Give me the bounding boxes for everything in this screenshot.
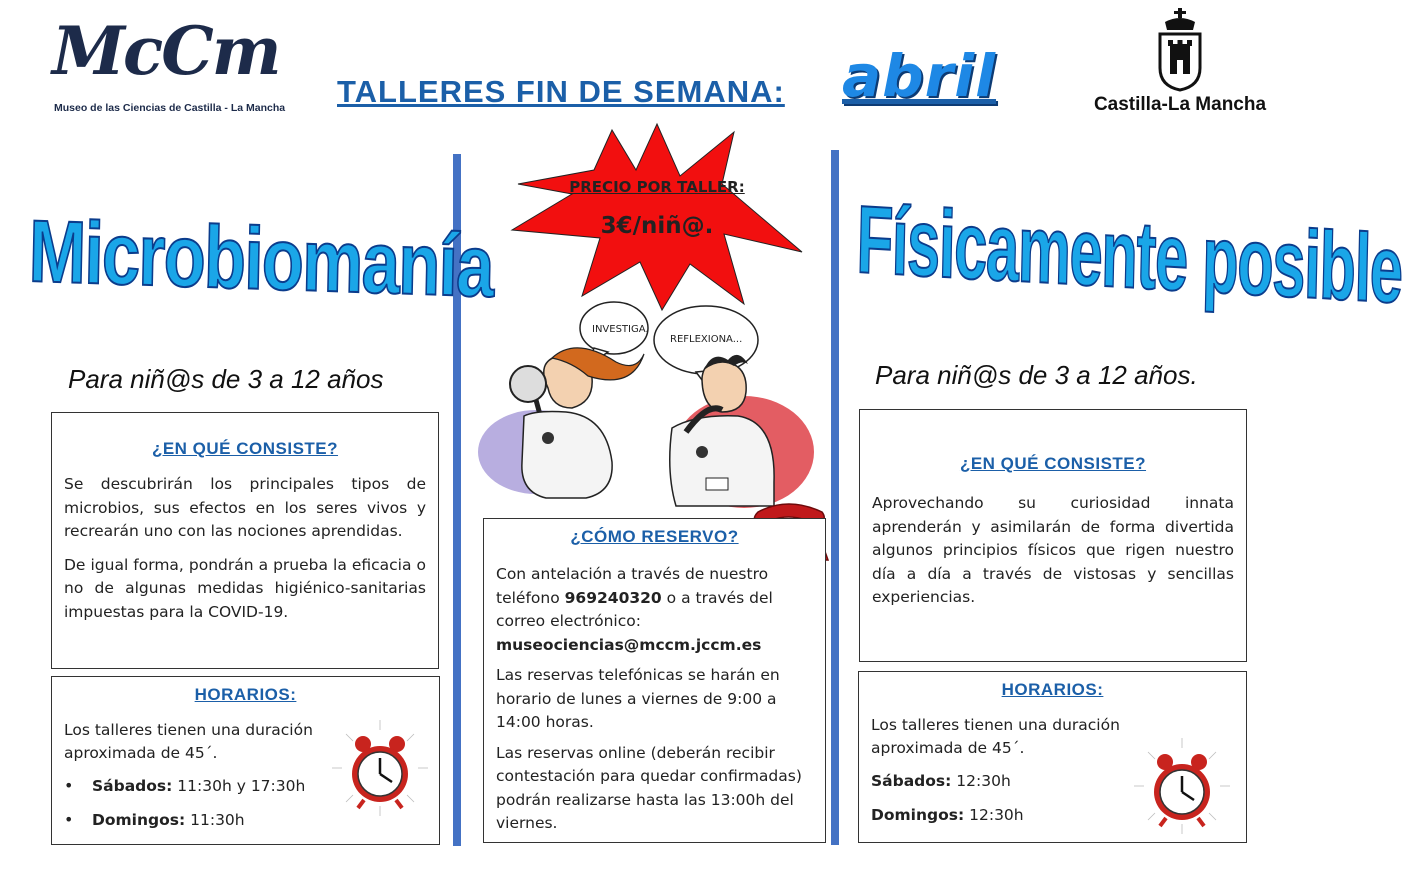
alarm-clock-icon <box>330 718 430 822</box>
workshop-title-right: Físicamente posible <box>855 185 1403 324</box>
schedule-item-sunday: • Domingos: 11:30h <box>64 809 427 831</box>
price-label: PRECIO POR TALLER: <box>569 178 745 196</box>
description-box-right <box>859 409 1247 662</box>
booking-box <box>483 518 826 843</box>
schedule-item-saturday: • Sábados: 11:30h y 17:30h <box>64 775 427 797</box>
castilla-la-mancha-logo <box>1090 8 1270 123</box>
booking-paragraph-contact: Con antelación a través de nuestro teléfono 969240320 o a través del correo electrónico: museociencias@mccm.jccm.es <box>496 565 773 654</box>
mccm-logo <box>52 12 302 118</box>
museum-name: Museo de las Ciencias de Castilla - La Mancha <box>54 102 286 114</box>
description-heading-right: ¿EN QUÉ CONSISTE? <box>959 454 1147 473</box>
schedule-heading-right: HORARIOS: <box>1001 680 1104 699</box>
schedule-intro: Los talleres tienen una duración aproximada de 45´. <box>871 716 1120 757</box>
description-heading-left: ¿EN QUÉ CONSISTE? <box>151 439 339 458</box>
audience-left: Para niñ@s de 3 a 12 años <box>68 364 384 394</box>
schedule-item-saturday: Sábados: 12:30h <box>871 772 1011 790</box>
description-paragraph: Aprovechando su curiosidad innata aprenderán y asimilarán de forma divertida algunos principios físicos que rigen nuestro día a día a través de vistosas y sencillas experiencias. <box>872 494 1234 606</box>
audience-right: Para niñ@s de 3 a 12 años. <box>875 360 1198 390</box>
booking-email[interactable]: museociencias@mccm.jccm.es <box>496 635 762 654</box>
bubble-text-right: REFLEXIONA... <box>670 334 743 345</box>
page-title: TALLERES FIN DE SEMANA: <box>337 74 785 109</box>
description-paragraph: Se descubrirán los principales tipos de microbios, sus efectos en los seres vivos y recrearán uno con las nociones aprendidas. <box>64 475 426 540</box>
description-paragraph: De igual forma, pondrán a prueba la eficacia o no de algunas medidas higiénico-sanitarias impuestas para la COVID-19. <box>64 555 426 621</box>
schedule-intro: Los talleres tienen una duración aproximada de 45´. <box>64 721 313 762</box>
booking-heading: ¿CÓMO RESERVO? <box>570 527 739 546</box>
workshop-title-left: Microbiomanía <box>27 200 494 316</box>
bubble-text-left: INVESTIGA. <box>592 324 649 335</box>
region-name: Castilla-La Mancha <box>1093 94 1267 115</box>
schedule-item-sunday: Domingos: 12:30h <box>871 806 1024 824</box>
description-box-left <box>51 412 439 669</box>
booking-paragraph-online: Las reservas online (deberán recibir contestación para quedar confirmadas) podrán realizarse hasta las 13:00h del viernes. <box>496 743 802 832</box>
price-value: 3€/niñ@. <box>600 213 714 239</box>
booking-phone[interactable]: 969240320 <box>564 588 662 607</box>
mccm-logo-script: McCm <box>52 12 280 90</box>
alarm-clock-icon <box>1132 736 1232 840</box>
month-label: abril <box>842 42 997 110</box>
castle-crest-icon <box>1155 8 1205 92</box>
booking-paragraph-phone-hours: Las reservas telefónicas se harán en horario de lunes a viernes de 9:00 a 14:00 horas. <box>496 666 780 731</box>
price-starburst <box>512 124 802 314</box>
schedule-heading-left: HORARIOS: <box>194 685 297 704</box>
